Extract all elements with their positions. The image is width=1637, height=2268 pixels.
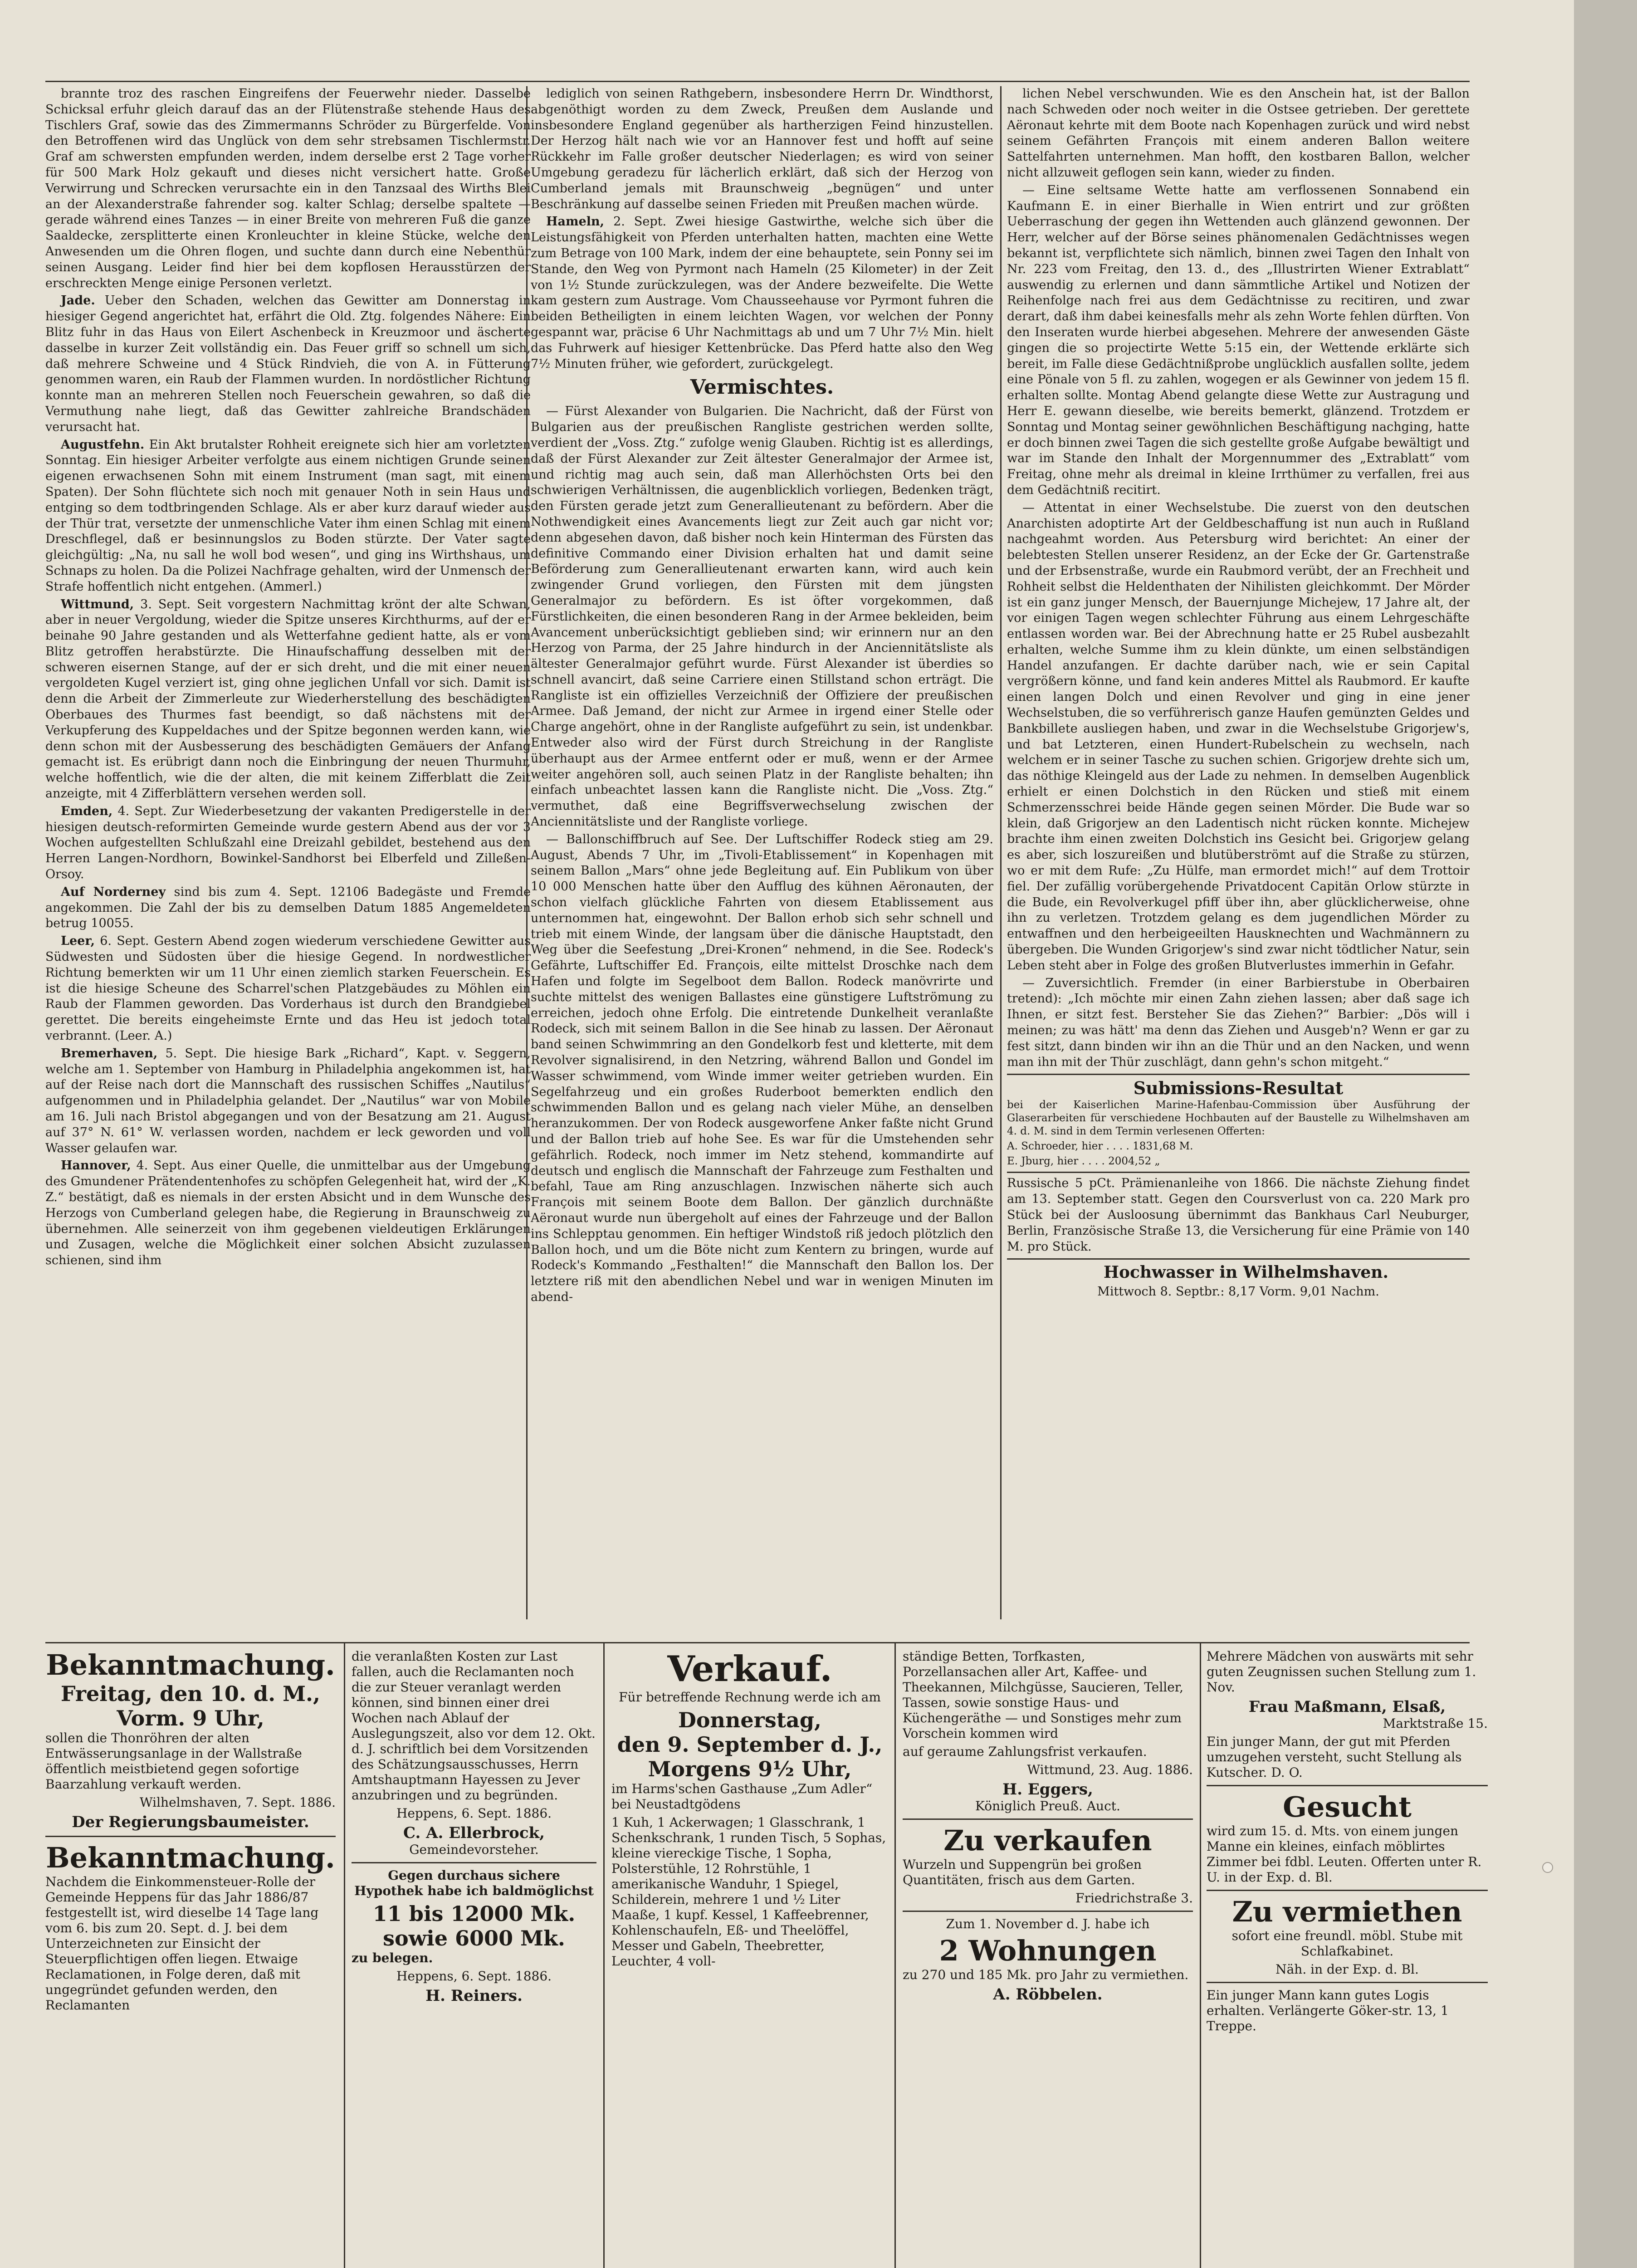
ad-body: Wurzeln und Suppengrün bei großen Quantitäten, frisch aus dem Garten. (903, 1857, 1142, 1887)
ad-separator (352, 1862, 596, 1863)
article-paragraph: Bremerhaven, 5. Sept. Die hiesige Bark „Richard“, Kapt. v. Seggern, welche am 1. September von Hamburg in Philadelphia angekommen ist, hat auf der Reise nach dort die Mannschaft des russischen Schiffes „Nautilus“ aufgenommen und in Philadelphia gelandet. Der „Nautilus“ war von Mobile am 16. Juli nach Bristol abgegangen und von der Besatzung am 21. August auf 37° N. 61° W. verlassen worden, nachdem er leck geworden und voll Wasser gelaufen war. (45, 1046, 531, 1155)
ad-role: Königlich Preuß. Auct. (975, 1799, 1120, 1813)
ad-signature: C. A. Ellerbrock, (403, 1824, 545, 1842)
article-paragraph: — Fürst Alexander von Bulgarien. Die Nachricht, daß der Fürst von Bulgarien aus der preußischen Rangliste gestrichen werden sollte, verdient der „Voss. Ztg.“ zufolge wenig Glauben. Richtig ist es allerdings, daß der Fürst Alexander zur Zeit ältester Generalmajor der Armee ist, und richtig mag auch sein, daß man Allerhöchsten Orts bei den schwierigen Verhältnissen, die augenblicklich vorliegen, Bedenken trägt, den Fürsten gerade jetzt zum Generallieutenant zu befördern. Aber die Nothwendigkeit eines Avancements liegt zur Zeit auch gar nicht vor; denn abgesehen davon, daß bisher noch kein Hinterman des Fürsten das definitive Commando einer Division erhalten hat und damit seine Beförderung zum Generallieutenant erwarten kann, wird auch kein zwingender Grund vorliegen, den Fürsten mit dem jüngsten Generalmajor zu befördern. Es ist öfter vorgekommen, daß Fürstlichkeiten, die einen besonderen Rang in der Armee bekleiden, beim Avancement unberücksichtigt geblieben sind; wir erinnern nur an den Herzog von Parma, der 25 Jahre hindurch in der Anciennitätsliste als ältester Generalmajor geführt wurde. Fürst Alexander ist überdies so schnell avancirt, daß seine Carriere einen Stillstand schon erträgt. Die Rangliste ist ein offizielles Verzeichniß der Offiziere der preußischen Armee. Daß Jemand, der nicht zur Armee in irgend einer Stelle oder Charge angehört, ohne in der Rangliste aufgeführt zu sein, ist undenkbar. Entweder also wird der Fürst durch Streichung in der Rangliste überhaupt aus der Armee entfernt oder er muß, wenn er der Armee weiter angehören soll, auch seinen Platz in der Rangliste behalten; ihn einfach unbeachtet lassen kann die Rangliste nicht. Die „Voss. Ztg.“ vermuthet, daß eine Begriffsverwechselung zwischen der Anciennitätsliste und der Rangliste vorliege. (531, 404, 993, 829)
article-paragraph: Hameln, 2. Sept. Zwei hiesige Gastwirthe, welche sich über die Leistungsfähigkeit von Pferden unterhalten hatten, machten eine Wette zum Betrage von 100 Mark, indem der eine behauptete, sein Ponny sei im Stande, den Weg von Pyrmont nach Hameln (25 Kilometer) in der Zeit von 1½ Stunde zurückzulegen, was der Andere bezweifelte. Die Wette kam gestern zum Austrage. Vom Chausseehause vor Pyrmont fuhren die beiden Betheiligten in einem leichten Wagen, vor welchen der Ponny gespannt war, präcise 6 Uhr Nachmittags ab und um 7 Uhr 7½ Min. hielt das Fuhrwerk auf hiesiger Kettenbrücke. Das Pferd hatte also den Weg 7½ Minuten früher, wie gefordert, zurückgelegt. (531, 215, 993, 371)
ad-column-3 (611, 1649, 888, 2268)
article-paragraph: lichen Nebel verschwunden. Wie es den Anschein hat, ist der Ballon nach Schweden oder noch weiter in die Ostsee getrieben. Der gerettete Aëronaut kehrte mit dem Boote nach Kopenhagen zurück und wird nebst seinem Gefährten François mit einem anderen Ballon weitere Sattelfahrten unternehmen. Man hofft, den kostbaren Ballon, welcher nicht allzuweit geflogen sein kann, wieder zu finden. (1007, 87, 1470, 180)
ad-column-1 (45, 1649, 336, 2268)
submission-result (1007, 1074, 1470, 1168)
ad-body: Für betreffende Rechnung werde ich am (619, 1690, 881, 1705)
ad-body: wird zum 15. d. Mts. von einem jungen Manne ein kleines, einfach möblirtes Zimmer bei fdbl. Leuten. Offerten unter R. U. in der Exp. d. Bl. (1207, 1823, 1482, 1885)
ad-role: Gemeindevorsteher. (409, 1842, 539, 1857)
ad-signature: Frau Maßmann, Elsaß, (1248, 1698, 1446, 1716)
ad-body: sollen die Thonröhren der alten Entwässerungsanlage in der Wallstraße öffentlich meistbietend gegen sofortige Baarzahlung verkauft werden. (45, 1730, 302, 1792)
ad-separator (1207, 1785, 1488, 1786)
column-3 (1007, 86, 1470, 1615)
ad-heading: 2 Wohnungen (939, 1934, 1157, 1967)
ad-date: Donnerstag, (678, 1708, 822, 1732)
ad-body: im Harms'schen Gasthause „Zum Adler“ bei Neustadtgödens (611, 1781, 873, 1812)
hochwasser-times: Mittwoch 8. Septbr.: 8,17 Vorm. 9,01 Nachm. (1097, 1285, 1379, 1299)
submission-offer: E. Jburg, hier . . . . 2004,52 „ (1007, 1155, 1160, 1168)
article-paragraph: — Attentat in einer Wechselstube. Die zuerst von den deutschen Anarchisten adoptirte Art der Geldbeschaffung ist nun auch in Rußland nachgeahmt worden. Aus Petersburg wird berichtet: An einer der belebtesten Stellen unserer Residenz, an der Ecke der Gr. Gartenstraße und der Erbsenstraße, wurde ein Raubmord verübt, der an Frechheit und Rohheit selbst die Heldenthaten der Nihilisten gleichkommt. Der Mörder ist ein ganz junger Mensch, der Bauernjunge Michejew, 17 Jahre alt, der vor einigen Tagen wegen schlechter Führung aus einem Lehrgeschäfte entlassen worden war. Bei der Abrechnung hatte er 25 Rubel ausbezahlt erhalten, welche Summe ihm zu klein dünkte, um einen selbständigen Handel anzufangen. Er dachte darüber nach, wie er sein Capital vergrößern könne, und fand kein anderes Mittel als Raubmord. Er kaufte einen langen Dolch und einen Revolver und ging in eine jener Wechselstuben, die so verführerisch ganze Haufen gemünzten Geldes und Bankbillete ausliegen haben, und zwar in die Wechselstube Grigorjew's, und bat Letzteren, einen Hundert-Rubelschein zu wechseln, nach welchem er in seiner Tasche zu suchen schien. Grigorjew drehte sich um, das nöthige Kleingeld aus der Lade zu nehmen. In demselben Augenblick erhielt er einen Dolchstich in den Rücken und stieß mit einem Schmerzensschrei beide Hände gegen seinen Mörder. Die Bude war so klein, daß Grigorjew an den Ladentisch nicht rücken konnte. Michejew brachte ihm einen zweiten Dolchstich ins Gesicht bei. Grigorjew gelang es aber, sich loszureißen und blutüberströmt auf die Straße zu stürzen, wo er mit dem Rufe: „Zu Hülfe, man ermordet mich!“ auf dem Trottoir fiel. Der zufällig vorübergehende Privatdocent Capitän Orlow stürzte in die Bude, ein Revolverkugel pfiff über ihn, aber glücklicherweise, ohne ihn zu verletzen. Trotzdem gelang es dem jugendlichen Mörder zu entwaffnen und den herbeigeeilten Hausknechten und Wachmännern zu übergeben. Die Wunden Grigorjew's sind zwar nicht tödtlicher Natur, sein Leben steht aber in Folge des großen Blutverlustes immerhin in Gefahr. (1007, 500, 1470, 973)
submission-offer: A. Schroeder, hier . . . . 1831,68 M. (1007, 1140, 1193, 1153)
ad-column-2 (352, 1649, 596, 2268)
submission-title: Submissions-Resultat (1133, 1078, 1344, 1099)
article-paragraph: Augustfehn. Ein Akt brutalster Rohheit ereignete sich hier am vorletzten Sonntag. Ein hiesiger Arbeiter verfolgte aus einem nichtigen Grunde seinen eigenen erwachsenen Sohn mit einem Instrument (man sagt, mit einem Spaten). Der Sohn flüchtete sich noch mit genauer Noth in sein Haus und entging so dem todtbringenden Schlage. Als er aber kurz darauf wieder aus der Thür trat, versetzte der unmenschliche Vater ihm einen Schlag mit einem Dreschflegel, daß er besinnungslos zu Boden stürzte. Der Vater sagte gleichgültig: „Na, nu sall he woll bod wesen“, und ging ins Wirthshaus, um Schnaps zu holen. Da die Polizei Nachfrage gehalten, wird der Unmensch der Strafe hoffentlich nicht entgehen. (Ammerl.) (45, 437, 531, 594)
binding-hole (1542, 1862, 1553, 1873)
ad-body: zu belegen. (352, 1950, 433, 1965)
ad-date: den 9. September d. J., (617, 1732, 883, 1757)
ad-body: sofort eine freundl. möbl. Stube mit Schlafkabinet. (1231, 1928, 1463, 1959)
ad-signature: H. Reiners. (425, 1987, 523, 2005)
ad-signature: H. Eggers, (1002, 1780, 1093, 1799)
ad-separator (45, 1836, 336, 1837)
ad-place-date: Heppens, 6. Sept. 1886. (396, 1806, 552, 1821)
ad-divider-1 (344, 1642, 345, 2268)
article-paragraph: Leer, 6. Sept. Gestern Abend zogen wiederum verschiedene Gewitter aus Südwesten und Südosten über die hiesige Gegend. In nordwestlicher Richtung bemerkten wir um 11 Uhr einen ziemlich starken Feuerschein. Es ist die hiesige Scheune des Scharrel'schen Platzgebäudes zu Möhlen ein Raub der Flammen geworden. Das Vorderhaus ist durch den Brandgiebel gerettet. Die bereits eingeheimste Ernte und das Heu ist jedoch total verbrannt. (Leer. A.) (45, 934, 531, 1043)
ad-heading: Gesucht (1283, 1790, 1412, 1823)
article-paragraph: — Ballonschiffbruch auf See. Der Luftschiffer Rodeck stieg am 29. August, Abends 7 Uhr, im „Tivoli-Etablissement“ in Kopenhagen mit seinem Ballon „Mars“ ohne jede Begleitung auf. Ein Publikum von über 10 000 Menschen hatte über den Aufflug des kühnen Aëronauten, der schon vielfach glückliche Fahrten von diesem Etablissement aus unternommen hat, eingewohnt. Der Ballon erhob sich sehr schnell und trieb mit einem Winde, der langsam über die dänische Hauptstadt, den Weg über die Seefestung „Drei-Kronen“ nehmend, in die See. Rodeck's Gefährte, Luftschiffer Ed. François, eilte mittelst Droschke nach dem Hafen und folgte im Segelboot dem Ballon. Rodeck manövrirte und suchte mittelst des wenigen Ballastes eine günstigere Luftströmung zu erreichen, jedoch ohne Erfolg. Die eintretende Dunkelheit veranlaßte Rodeck, sich mit seinem Ballon in die See hinab zu lassen. Der Aëronaut band seinen Schwimmring an den Gondelkorb fest und kletterte, mit dem Revolver signalisirend, in den Netzring, während Ballon und Gondel im Wasser schwimmend, vom Winde immer weiter getrieben wurden. Ein Segelfahrzeug und ein großes Ruderboot bemerkten endlich den schwimmenden Ballon und es gelang nach vieler Mühe, an denselben heranzukommen. Der von Rodeck ausgeworfene Anker faßte nicht Grund und der Ballon trieb auf hohe See. Es war für die Umstehenden sehr gefährlich. Rodeck, noch immer im Netz stehend, kommandirte auf deutsch und englisch die Mannschaft der Fahrzeuge zum Festhalten und befahl, Taue am Ring anzuschlagen. Inzwischen näherte sich auch François mit seinem Boote dem Ballon. Der gänzlich durchnäßte Aëronaut wurde nun übergeholt auf eines der Fahrzeuge und der Ballon ins Schlepptau genommen. Ein heftiger Windstoß riß jedoch plötzlich den Ballon hoch, und um die Böte nicht zum Kentern zu bringen, wurde auf Rodeck's Kommando „Festhalten!“ die Mannschaft den Ballon los. Der letztere riß mit den abendlichen Nebel und war in wenigen Minuten im abend- (531, 832, 993, 1304)
ad-body: Näh. in der Exp. d. Bl. (1275, 1962, 1419, 1977)
column-1 (45, 86, 531, 1615)
top-rule (45, 81, 1470, 82)
ad-heading: Verkauf. (667, 1649, 832, 1690)
article-paragraph: Wittmund, 3. Sept. Seit vorgestern Nachmittag krönt der alte Schwan, aber in neuer Vergoldung, wieder die Spitze unseres Kirchthurms, auf der er beinahe 90 Jahre gestanden und als Wetterfahne gedient hatte, als er vom Blitz getroffen herabstürzte. Die Hinaufschaffung desselben mit der schweren eisernen Stange, auf der er sich dreht, und die mit einer neuen vergoldeten Kugel verziert ist, ging ohne jeglichen Unfall vor sich. Damit ist denn die Arbeit der Zimmerleute zur Wiederherstellung des beschädigten Oberbaues des Thurmes fast beendigt, so daß nächstens mit der Verkupferung des Kuppeldaches und der Spitze begonnen werden kann, wie denn schon mit der Ausbesserung des beschädigten Gemäuers der Anfang gemacht ist. Es erübrigt dann noch die Einbringung der neuen Thurmuhr, welche hoffentlich, wie die der alten, die mit keinem Zifferblatt die Zeit anzeigte, mit 4 Zifferblättern versehen werden soll. (45, 597, 531, 801)
article-paragraph: brannte troz des raschen Eingreifens der Feuerwehr nieder. Dasselbe Schicksal erfuhr gleich darauf das an der Flütenstraße stehende Haus des Tischlers Graf, sowie das des Zimmermanns Schröder zu Bürgerfelde. Von den Betroffenen wird das Unglück von dem sehr strebsamen Tischlermstr. Graf am schwersten empfunden werden, indem derselbe erst 2 Tage vorher für 500 Mark Holz gekauft und dieses nicht versichert hatte. Große Verwirrung und Schrecken verursachte ein in den Tanzsaal des Wirths Blei an der Alexanderstraße fahrender sog. kalter Schlag; derselbe spaltete — gerade während eines Tanzes — in einer Breite von mehreren Fuß die ganze Saaldecke, zersplitterte einen Kronleuchter in kleine Stücke, welche den Anwesenden um die Ohren flogen, und suchte dann durch eine Nebenthür seinen Ausgang. Leider find hier bei dem kopflosen Herausstürzen der erschreckten Menge einige Personen verletzt. (45, 87, 531, 290)
ad-date: Freitag, den 10. d. M., (60, 1681, 321, 1706)
column-2 (531, 86, 993, 1615)
ads-top-rule (45, 1642, 1470, 1643)
ad-separator (903, 1911, 1193, 1912)
ad-column-4 (903, 1649, 1193, 2268)
article-paragraph: Jade. Ueber den Schaden, welchen das Gewitter am Donnerstag in hiesiger Gegend angerichtet hat, erfährt die Old. Ztg. folgendes Nähere: Ein Blitz fuhr in das Haus von Eilert Aschenbeck in Kreuzmoor und äscherte dasselbe in kurzer Zeit vollständig ein. Das Feuer griff so schnell um sich, daß mehrere Schweine und 4 Stück Rindvieh, die von A. in Fütterung genommen waren, ein Raub der Flammen wurden. In nordöstlicher Richtung konnte man an mehreren Stellen noch Feuerschein gewahren, so daß die Vermuthung nahe liegt, daß das Gewitter zahlreiche Brandschäden verursacht hat. (45, 293, 531, 434)
ad-body: Ein junger Mann, der gut mit Pferden umzugehen versteht, sucht Stellung als Kutscher. D. O. (1207, 1734, 1462, 1780)
article-paragraph: Hannover, 4. Sept. Aus einer Quelle, die unmittelbar aus der Umgebung des Gmundener Prätendentenhofes zu schöpfen Gelegenheit hat, wird der „K. Z.“ bestätigt, daß es niemals in der ersten Absicht und in dem Wunsche des Herzogs von Cumberland gelegen habe, die Regierung in Braunschweig zu übernehmen. Alle seinerzeit von ihm gegebenen vieldeutigen Erklärungen und Zusagen, welche die Möglichkeit einer solchen Absicht zuzulassen schienen, sind ihm (45, 1158, 531, 1268)
ad-place-date: Heppens, 6. Sept. 1886. (396, 1969, 552, 1984)
ad-place-date: Wittmund, 23. Aug. 1886. (1027, 1762, 1193, 1777)
article-paragraph: Emden, 4. Sept. Zur Wiederbesetzung der vakanten Predigerstelle in der hiesigen deutsch-reformirten Gemeinde wurde gestern Abend aus der vor 3 Wochen aufgestellten Schlußzahl eine Dreizahl gebildet, bestehend aus den Herren Langen-Nordhorn, Bowinkel-Sandhorst bei Elberfeld und Zilleßen-Orsoy. (45, 804, 531, 882)
ad-body: Nachdem die Einkommensteuer-Rolle der Gemeinde Heppens für das Jahr 1886/87 festgestellt ist, wird dieselbe 14 Tage lang vom 6. bis zum 20. Sept. d. J. bei dem Unterzeichneten zur Einsicht der Steuerpflichtigen offen liegen. Etwaige Reclamationen, in Folge deren, daß mit ungegründet gefunden werden, den Reclamanten (45, 1874, 319, 2013)
article-paragraph: — Zuversichtlich. Fremder (in einer Barbierstube in Oberbairen tretend): „Ich möchte mir einen Zahn ziehen lassen; aber daß sage ich Ihnen, er sitzt fest. Bersteher Sie das Ziehen?“ Barbier: „Dös will i meinen; zu was hätt' ma denn das Ziehen und Ausgeb'n? Wenn er gar zu fest sitzt, dann binden wir ihn an die Thür und an den Nacken, und wenn man ihn mit der Thür zuschlägt, dann gehn's schon mitgeht.“ (1007, 976, 1470, 1069)
article-paragraph: — Eine seltsame Wette hatte am verflossenen Sonnabend ein Kaufmann E. in einer Bierhalle in Wien entrirt und zur größten Ueberraschung der gegen ihn Wettenden auch glänzend gewonnen. Der Herr, welcher auf der Börse seines phänomenalen Gedächtnisses wegen bekannt ist, verpflichtete sich nämlich, binnen zwei Tagen den Inhalt von Nr. 223 vom Freitag, den 13. d., des „Illustrirten Wiener Extrablatt“ auswendig zu erlernen und dann sämmtliche Artikel und Notizen der Reihenfolge nach frei aus dem Gedächtnisse zu recitiren, und zwar derart, daß ihm dabei keinesfalls mehr als zehn Worte fehlen dürften. Von den Inseraten wurde hierbei abgesehen. Mehrere der anwesenden Gäste gingen die so projectirte Wette 5:15 ein, der Wettende erklärte sich bereit, im Falle diese Gedächtnißprobe unglücklich ausfallen sollte, jedem eine Pönale von 5 fl. zu zahlen, wogegen er als Gewinner von jedem 15 fl. erhalten sollte. Montag Abend gelangte diese Wette zur Austragung und Herr E. gewann dieselbe, wie bereits bemerkt, glänzend. Trotzdem er Sonntag und Montag seiner gewöhnlichen Beschäftigung nachging, hatte er doch binnen zwei Tagen die sich gestellte große Aufgabe bewältigt und war im Stande den Inhalt der Morgennummer des „Extrablatt“ vom Freitag, ohne mehr als dreimal in kleine Irrthümer zu verfallen, frei aus dem Gedächtniß recitirt. (1007, 183, 1470, 497)
ad-divider-3 (894, 1642, 896, 2268)
ad-time: Vorm. 9 Uhr, (117, 1706, 264, 1730)
ad-body: Ein junger Mann kann gutes Logis erhalten. Verlängerte Göker-str. 13, 1 Treppe. (1207, 1988, 1449, 2033)
hochwasser-title: Hochwasser in Wilhelmshaven. (1103, 1263, 1389, 1282)
ad-body: auf geraume Zahlungsfrist verkaufen. (903, 1744, 1147, 1759)
ad-signature: Der Regierungsbaumeister. (72, 1813, 309, 1831)
ad-body: ständige Betten, Torfkasten, Porzellansachen aller Art, Kaffee- und Theekannen, Milchgüsse, Saucieren, Teller, Tassen, sowie sonstige Haus- und Küchengeräthe — und Sonstiges mehr zum Vorschein kommen wird (903, 1649, 1184, 1741)
column-divider-2 (1000, 86, 1002, 1619)
ad-address: Friedrichstraße 3. (1075, 1891, 1193, 1906)
ad-place-date: Wilhelmshaven, 7. Sept. 1886. (139, 1795, 336, 1810)
ad-address: Marktstraße 15. (1383, 1716, 1488, 1731)
ad-time: Morgens 9½ Uhr, (648, 1757, 852, 1781)
ad-body: zu 270 und 185 Mk. pro Jahr zu vermiethen. (903, 1967, 1189, 1982)
ad-separator (1207, 1982, 1488, 1983)
section-title: Vermischtes. (690, 376, 834, 399)
ad-heading: Zu verkaufen (943, 1824, 1152, 1857)
lottery-notice: Russische 5 pCt. Prämienanleihe von 1866. Die nächste Ziehung findet am 13. September statt. Gegen den Coursverlust von ca. 220 Mark pro Stück bei der Ausloosung übernimmt das Bankhaus Carl Neuburger, Berlin, Französische Straße 13, die Versicherung für eine Prämie von 140 M. pro Stück. (1007, 1172, 1470, 1255)
submission-text: bei der Kaiserlichen Marine-Hafenbau-Commission über Ausführung der Glaserarbeiten für verschiedene Hochbauten auf der Baustelle zu Wilhelmshaven am 4. d. M. sind in dem Termin verlesenen Offerten: (1007, 1099, 1470, 1138)
article-paragraph: Auf Norderney sind bis zum 4. Sept. 12106 Badegäste und Fremde angekommen. Die Zahl der bis zu demselben Datum 1885 Angemeldeten betrug 10055. (45, 885, 531, 931)
ad-body: Mehrere Mädchen von auswärts mit sehr guten Zeugnissen suchen Stellung zum 1. Nov. (1207, 1649, 1476, 1695)
ad-heading: Bekanntmachung. (46, 1841, 335, 1874)
ad-column-5 (1207, 1649, 1488, 2268)
ad-body: die veranlaßten Kosten zur Last fallen, auch die Reclamanten noch die zur Steuer veranlagt werden können, sind binnen einer drei Wochen nach Ablauf der Auslegungszeit, also vor dem 12. Okt. d. J. schriftlich bei dem Vorsitzenden des Schätzungsausschusses, Herrn Amtshauptmann Hayessen zu Jever anzubringen und zu begründen. (352, 1649, 596, 1803)
ad-body: Zum 1. November d. J. habe ich (946, 1916, 1150, 1931)
ad-heading: Bekanntmachung. (46, 1649, 335, 1681)
article-paragraph: lediglich von seinen Rathgebern, insbesondere Herrn Dr. Windthorst, abgenöthigt worden zu dem Zweck, Preußen dem Auslande und insbesondere England gegenüber als hartherzigen Feind hinzustellen. Der Herzog hält nach wie vor an Hannover fest und hofft auf seine Rückkehr im Falle großer deutscher Niederlagen; es wird von seiner Umgebung geradezu für lächerlich erklärt, daß sich der Herzog von Cumberland jemals mit Braunschweig „begnügen“ und unter Beschränkung auf dasselbe seinen Frieden mit Preußen machen würde. (531, 87, 993, 211)
ad-separator (1207, 1890, 1488, 1891)
ad-heading: Zu vermiethen (1232, 1895, 1462, 1928)
ad-amount: 11 bis 12000 Mk. sowie 6000 Mk. (372, 1901, 576, 1950)
ad-body: 1 Kuh, 1 Ackerwagen; 1 Glasschrank, 1 Schenkschrank, 1 runden Tisch, 5 Sophas, kleine viereckige Tische, 1 Sopha, Polsterstühle, 12 Rohrstühle, 1 amerikanische Wanduhr, 1 Spiegel, Schilderein, mehrere 1 und ½ Liter Maaße, 1 kupf. Kessel, 1 Kaffeebrenner, Kohlenschaufeln, Eß- und Theelöffel, Messer und Gabeln, Theebretter, Leuchter, 4 voll- (611, 1815, 886, 1969)
ad-divider-2 (603, 1642, 605, 2268)
ad-divider-4 (1200, 1642, 1201, 2268)
hochwasser-notice (1007, 1258, 1470, 1300)
ad-separator (903, 1818, 1193, 1820)
ad-signature: A. Röbbelen. (993, 1985, 1103, 2004)
ad-body: Gegen durchaus sichere Hypothek habe ich baldmöglichst (354, 1868, 594, 1898)
